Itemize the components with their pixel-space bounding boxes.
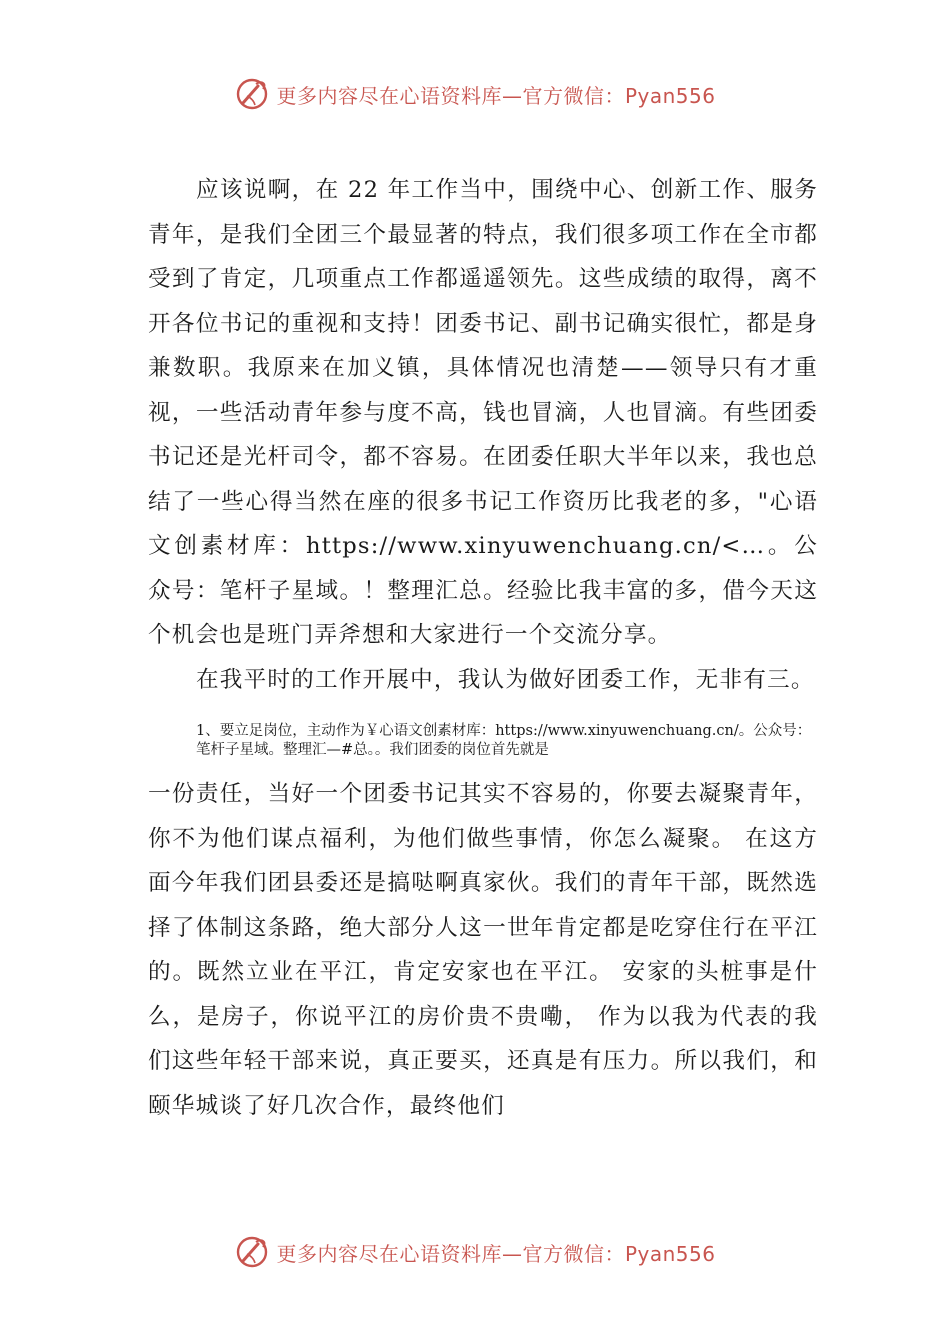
paragraph-3: 一份责任，当好一个团委书记其实不容易的，你要去凝聚青年，你不为他们谋点福利，为他们做些事情，你怎么凝聚。 在这方面今年我们团县委还是搞哒啊真家伙。我们的青年干部，既然选择了体制这条路，绝大部分人这一世年肯定都是吃穿住行在平江的。既然立业在平江，肯定安家也在平江。 安家的头桩事是什么，是房子，你说平江的房价贵不贵嘞， 作为以我为代表的我们这些年轻干部来说，真正要买，还真是有压力。所以我们，和颐华城谈了好几次合作，最终他们 [148,781,818,1119]
watermark-banner [234,1234,715,1270]
watermark-text: 更多内容尽在心语资料库—官方微信：Pyan556 [276,1241,716,1266]
paragraph-2: 在我平时的工作开展中，我认为做好团委工作，无非有三。 [196,666,815,693]
watermark-banner [234,76,715,112]
footer-watermark [0,1232,950,1272]
header-watermark [0,74,950,114]
paragraph-1: 应该说啊，在 22 年工作当中，围绕中心、创新工作、服务青年，是我们全团三个最显著的特点，我们很多项工作在全市都受到了肯定，几项重点工作都遥遥领先。这些成绩的取得，离不开各位书记的重视和支持！团委书记、副书记确实很忙，都是身兼数职。我原来在加义镇，具体情况也清楚——领导只有才重视，一些活动青年参与度不高，钱也冒滴，人也冒滴。有些团委书记还是光杆司令，都不容易。在团委任职大半年以来，我也总结了一些心得当然在座的很多书记工作资历比我老的多，"心语文创素材库：https://www.xinyuwenchuang.cn/<…。公众号：笔杆子星域。！整理汇总。经验比我丰富的多，借今天这个机会也是班门弄斧想和大家进行一个交流分享。 [148,177,818,648]
pen-circle-logo-icon [234,1234,270,1270]
numbered-point-note: 1、要立足岗位，主动作为￥心语文创素材库：https://www.xinyuwenchuang.cn/。公众号：笔杆子星域。整理汇—#总。。我们团委的岗位首先就是 [196,723,812,758]
watermark-text: 更多内容尽在心语资料库—官方微信：Pyan556 [276,83,716,108]
pen-circle-logo-icon [234,76,270,112]
document-body [148,168,818,1128]
